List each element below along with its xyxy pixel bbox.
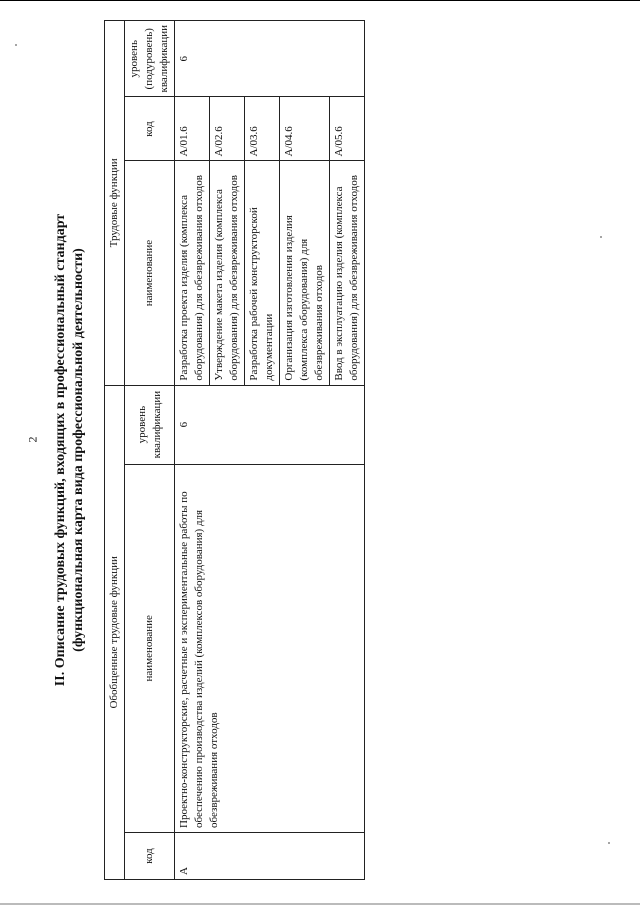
func-code: А/01.6 xyxy=(175,97,210,161)
gen-function-level: 6 xyxy=(175,385,365,464)
func-code: А/02.6 xyxy=(210,97,245,161)
func-name: Разработка проекта изделия (комплекса оборудования) для обезвреживания отходов xyxy=(175,161,210,385)
header-generalized-functions: Обобщенные трудовые функции xyxy=(105,385,125,879)
header-gen-name: наименование xyxy=(125,464,175,832)
functional-map-table xyxy=(104,20,365,880)
header-func-code: код xyxy=(125,97,175,161)
header-gen-level: уровень квалификации xyxy=(125,385,175,464)
rotated-document-content xyxy=(52,20,637,880)
func-name: Утверждение макета изделия (комплекса оборудования) для обезвреживания отходов xyxy=(210,161,245,385)
header-func-sublevel: уровень (подуровень) квалификации xyxy=(125,21,175,97)
header-func-name: наименование xyxy=(125,161,175,385)
func-code: А/05.6 xyxy=(330,97,365,161)
header-labor-functions: Трудовые функции xyxy=(105,21,125,386)
title-line-1: II. Описание трудовых функций, входящих в профессиональный стандарт xyxy=(53,213,68,687)
header-gen-code: код xyxy=(125,833,175,880)
scan-speck xyxy=(15,44,17,46)
page-number: 2 xyxy=(25,436,40,443)
gen-function-name: Проектно-конструкторские, расчетные и экспериментальные работы по обеспечению производства изделий (комплексов оборудования) для обезвреживания отходов xyxy=(175,464,365,832)
section-title xyxy=(52,20,88,880)
func-code: А/03.6 xyxy=(245,97,280,161)
table-row xyxy=(175,21,210,880)
func-sublevel: 6 xyxy=(175,21,365,97)
scan-edge-top xyxy=(0,0,640,1)
func-name: Ввод в эксплуатацию изделия (комплекса оборудования) для обезвреживания отходов xyxy=(330,161,365,385)
func-name: Организация изготовления изделия (комплекса оборудования) для обезвреживания отходов xyxy=(280,161,330,385)
func-code: А/04.6 xyxy=(280,97,330,161)
func-name: Разработка рабочей конструкторской документации xyxy=(245,161,280,385)
gen-function-code: А xyxy=(175,833,365,880)
title-line-2: (функциональная карта вида профессиональной деятельности) xyxy=(71,248,86,652)
